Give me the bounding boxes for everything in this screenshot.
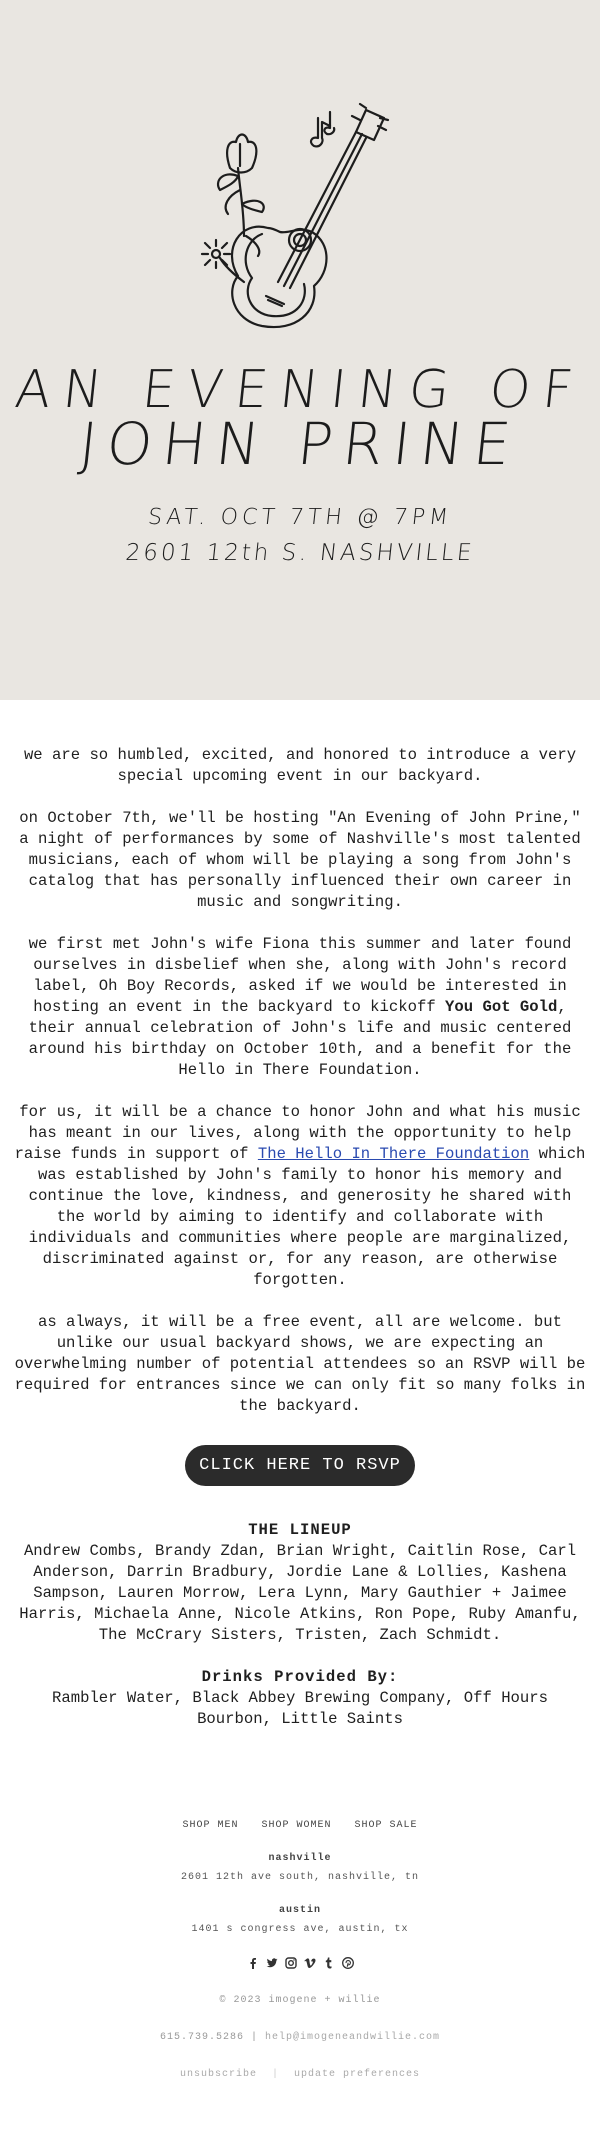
- tumblr-icon[interactable]: [323, 1957, 335, 1969]
- event-date: SAT. OCT 7TH @ 7PM: [146, 505, 454, 530]
- p3-text-before: we first met John's wife Fiona this summer and later found ourselves in disbelief when she, along with John's record label, Oh Boy Records, asked if we would be interested in hosting an event in the backyard to kickoff: [28, 935, 572, 1016]
- intro-paragraph-1: we are so humbled, excited, and honored to introduce a very special upcoming event in our backyard.: [23, 746, 577, 785]
- location-name-nashville: nashville: [268, 1853, 332, 1864]
- instagram-icon[interactable]: [285, 1957, 297, 1969]
- contact-separator: |: [250, 2032, 258, 2043]
- legal-links: [0, 2069, 600, 2080]
- update-preferences-link[interactable]: update preferences: [294, 2069, 421, 2080]
- shop-sale-link[interactable]: SHOP SALE: [354, 1820, 418, 1831]
- email-body: [0, 700, 600, 1730]
- legal-separator: |: [271, 2069, 279, 2080]
- copyright-text: © 2023 imogene + willie: [219, 1995, 381, 2006]
- intro-paragraph-4: [14, 1102, 586, 1291]
- hero-banner: [0, 0, 600, 700]
- p4-text-after: which was established by John's family to honor his memory and continue the love, kindness, and generosity he shared with the world by aiming to identify and collaborate with individuals and communities where people are marginalized, discriminated against or, for any reason, are otherwise forgotten.: [28, 1145, 586, 1289]
- footer-nav: [0, 1820, 600, 1831]
- hello-in-there-foundation-link[interactable]: The Hello In There Foundation: [257, 1145, 530, 1163]
- pinterest-icon[interactable]: [342, 1957, 354, 1969]
- unsubscribe-link[interactable]: unsubscribe: [179, 2069, 257, 2080]
- facebook-icon[interactable]: [247, 1957, 259, 1969]
- lineup-names: Andrew Combs, Brandy Zdan, Brian Wright, Caitlin Rose, Carl Anderson, Darrin Bradbury, Jordie Lane & Lollies, Kashena Sampson, Lauren Morrow, Lera Lynn, Mary Gauthier + Jaimee Harris, Michaela Anne, Nicole Atkins, Ron Pope, Ruby Amanfu, The McCrary Sisters, Tristen, Zach Schmidt.: [19, 1542, 581, 1644]
- twitter-icon[interactable]: [266, 1957, 278, 1969]
- you-got-gold-bold: You Got Gold: [445, 998, 558, 1016]
- location-address-austin: 1401 s congress ave, austin, tx: [191, 1924, 409, 1935]
- intro-paragraph-2: on October 7th, we'll be hosting "An Evening of John Prine," a night of performances by some of Nashville's most talented musicians, each of whom will be playing a song from John's catalog that has personally influenced their own career in music and songwriting.: [19, 809, 581, 911]
- event-title-line-2: JOHN PRINE: [76, 410, 524, 478]
- contact-line: [0, 2032, 600, 2043]
- event-address: 2601 12th S. NASHVILLE: [124, 540, 476, 566]
- lineup-heading: THE LINEUP: [248, 1521, 352, 1539]
- guitar-flower-illustration: [0, 0, 600, 700]
- p4-text-before: for us, it will be a chance to honor John and what his music has meant in our lives, along with the opportunity to help raise funds in support of: [14, 1103, 581, 1163]
- rsvp-container: [14, 1445, 586, 1486]
- rsvp-button[interactable]: CLICK HERE TO RSVP: [185, 1445, 415, 1486]
- shop-men-link[interactable]: SHOP MEN: [182, 1820, 239, 1831]
- footer: [0, 1820, 600, 2080]
- drinks-heading: Drinks Provided By:: [201, 1668, 399, 1686]
- vimeo-icon[interactable]: [304, 1957, 316, 1969]
- shop-women-link[interactable]: SHOP WOMEN: [261, 1820, 332, 1831]
- location-address-nashville: 2601 12th ave south, nashville, tn: [180, 1872, 420, 1883]
- location-name-austin: austin: [278, 1905, 321, 1916]
- drinks-names: Rambler Water, Black Abbey Brewing Company, Off Hours Bourbon, Little Saints: [52, 1689, 548, 1728]
- support-email-link[interactable]: help@imogeneandwillie.com: [265, 2032, 441, 2043]
- p3-text-after: , their annual celebration of John's life and music centered around his birthday on October 10th, and a benefit for the Hello in There Foundation.: [28, 998, 572, 1079]
- phone-number: 615.739.5286: [159, 2032, 244, 2043]
- event-title-line-1: AN EVENING OF: [12, 360, 588, 420]
- social-links: [0, 1957, 600, 1969]
- intro-paragraph-3: [14, 934, 586, 1081]
- intro-paragraph-5: as always, it will be a free event, all are welcome. but unlike our usual backyard shows, we are expecting an overwhelming number of potential attendees so an RSVP will be required for entrances since we can only fit so many folks in the backyard.: [14, 1313, 586, 1415]
